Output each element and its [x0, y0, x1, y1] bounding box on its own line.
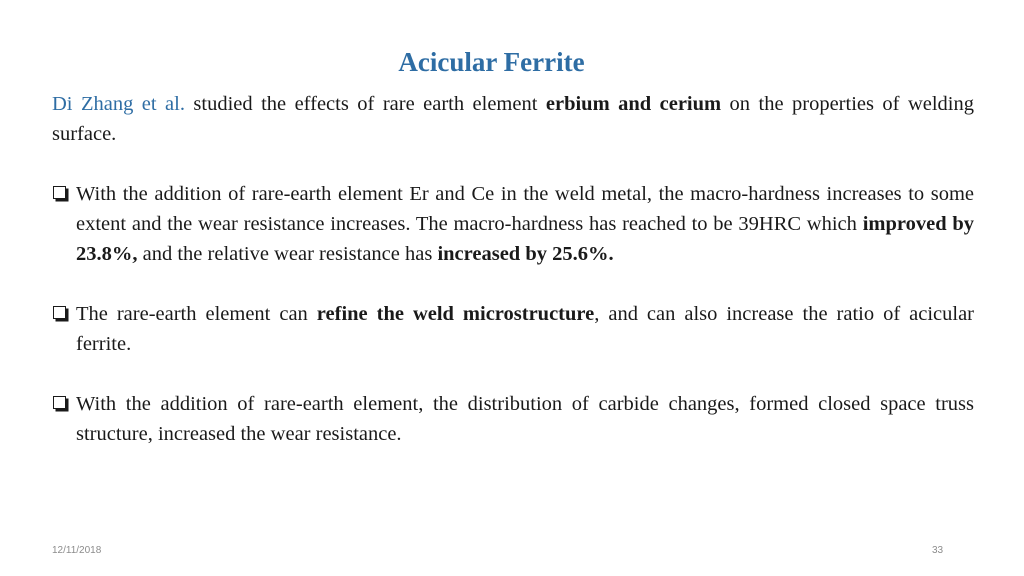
slide-title: Acicular Ferrite [398, 47, 585, 77]
bullet-text: With the addition of rare-earth element Er and Ce in the weld metal, the macro-hardness increases to some extent and the wear resistance increases. The macro-hardness has reached to be 39HRC which [76, 183, 974, 235]
bullet-text: The rare-earth element can [76, 303, 317, 325]
checkbox-square-icon [53, 186, 66, 199]
bullet-list [52, 179, 974, 449]
slide-content [52, 89, 974, 449]
intro-bold-elements: erbium and cerium [545, 93, 722, 115]
checkbox-square-icon [53, 396, 66, 409]
footer-date: 12/11/2018 [52, 545, 102, 556]
bullet-bold-text: increased by 25.6%. [437, 243, 614, 265]
author-citation: Di Zhang et al. [52, 93, 185, 115]
bullet-item-microstructure [52, 299, 974, 359]
bullet-item-carbide [52, 389, 974, 449]
intro-paragraph [52, 89, 974, 149]
bullet-text: , and can also increase the ratio of acicular ferrite. [76, 303, 974, 355]
bullet-text: and the relative wear resistance has [137, 243, 438, 265]
footer-page-number: 33 [932, 545, 944, 556]
bullet-text: With the addition of rare-earth element, the distribution of carbide changes, formed closed space truss structure, increased the wear resistance. [76, 393, 974, 445]
checkbox-square-icon [53, 306, 66, 319]
bullet-bold-text: improved by 23.8%, [76, 213, 975, 265]
intro-text-before: studied the effects of rare earth element [184, 93, 546, 115]
bullet-item-hardness [52, 179, 974, 269]
bullet-bold-text: refine the weld microstructure [316, 303, 595, 325]
intro-text-after: on the properties of welding surface. [52, 93, 974, 145]
